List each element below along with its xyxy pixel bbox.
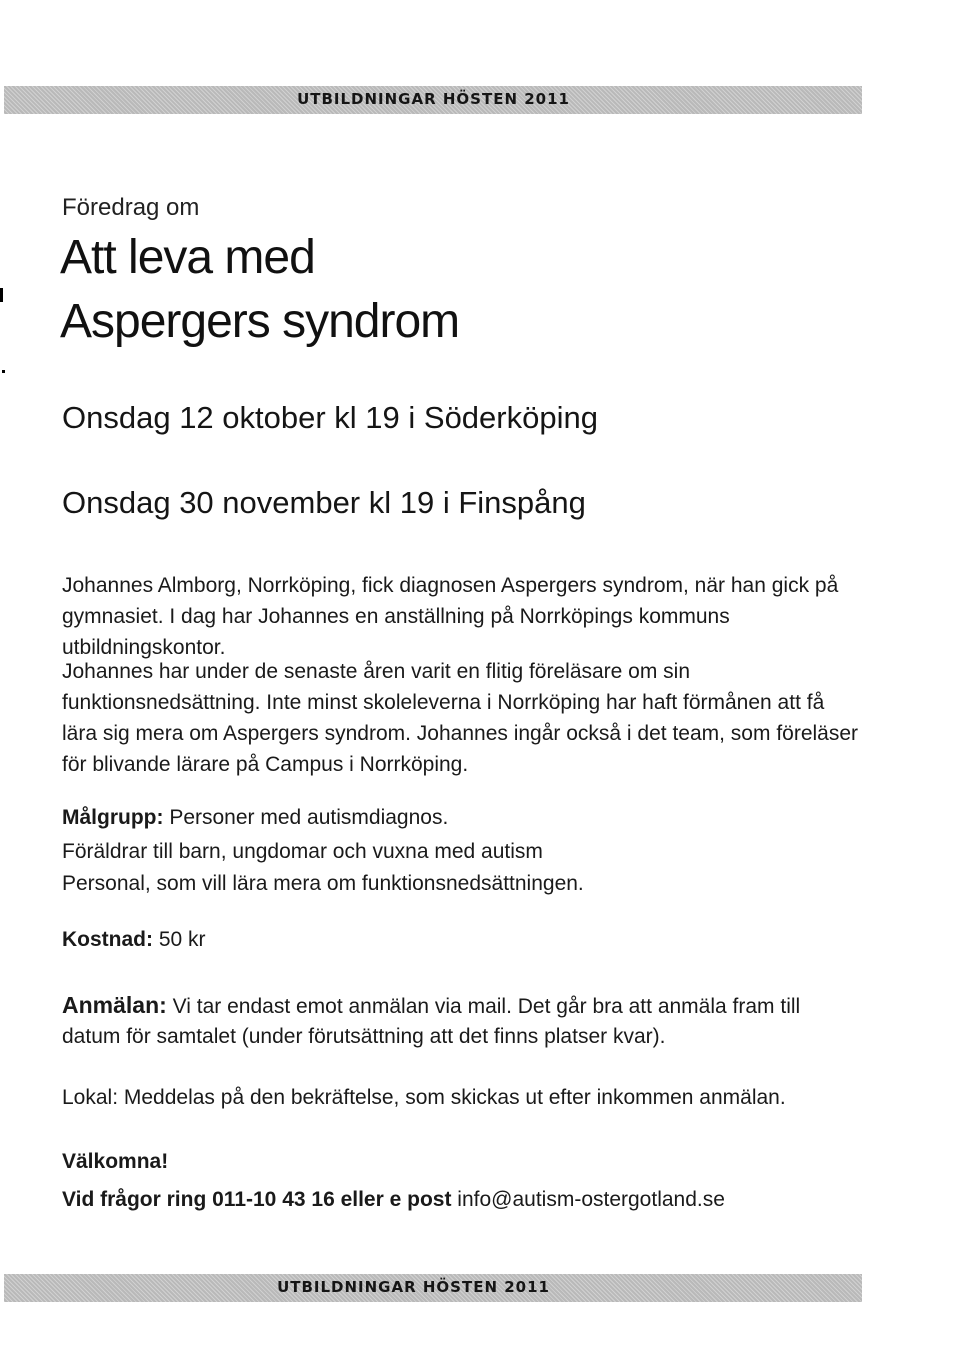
target-group-label: Målgrupp: [62,806,164,829]
page-title-line-2: Aspergers syndrom [60,295,460,348]
edge-mark [0,288,3,302]
contact-label: Vid frågor ring 011-10 43 16 eller e post [62,1188,458,1211]
kicker: Föredrag om [62,194,200,221]
contact-line [62,1188,725,1212]
contact-email-link[interactable]: info@autism-ostergotland.se [457,1188,725,1211]
target-group-line-3: Personal, som vill lära mera om funktionsnedsättningen. [62,872,584,895]
header-band-label: UTBILDNINGAR HÖSTEN 2011 [297,90,570,108]
event-date-2: Onsdag 30 november kl 19 i Finspång [62,485,586,520]
bio-paragraph-2: Johannes har under de senaste åren varit en flitig föreläsare om sin funktionsnedsättning. Inte minst skoleleverna i Norrköping har haft förmånen att få lära sig mera om Aspergers syndrom. Johannes ingår också i det team, som föreläser för blivande lärare på Campus i Norrköping. [62,660,859,776]
target-group-line [62,806,448,830]
footer-band-label: UTBILDNINGAR HÖSTEN 2011 [277,1278,550,1296]
venue-line: Lokal: Meddelas på den bekräftelse, som skickas ut efter inkommen anmälan. [62,1086,786,1109]
registration-line [62,992,800,1019]
cost-label: Kostnad: [62,928,153,951]
welcome-text: Välkomna! [62,1150,169,1173]
bio-paragraph-1: Johannes Almborg, Norrköping, fick diagnosen Aspergers syndrom, när han gick på gymnasiet. I dag har Johannes en anställning på Norrköpings kommuns utbildningskontor. [62,574,839,659]
target-group-line-2: Föräldrar till barn, ungdomar och vuxna med autism [62,840,543,863]
footer-band [4,1274,862,1302]
registration-line-2: datum för samtalet (under förutsättning att det finns platser kvar). [62,1025,666,1048]
cost-line [62,928,206,952]
event-date-1: Onsdag 12 oktober kl 19 i Söderköping [62,400,598,435]
registration-text: Vi tar endast emot anmälan via mail. Det går bra att anmäla fram till [166,995,801,1018]
page-title-line-1: Att leva med [60,231,315,284]
header-band [4,86,862,114]
registration-label: Anmälan: [62,992,167,1018]
edge-mark [2,370,5,373]
cost-text: 50 kr [153,928,206,951]
target-group-text: Personer med autismdiagnos. [163,806,449,829]
